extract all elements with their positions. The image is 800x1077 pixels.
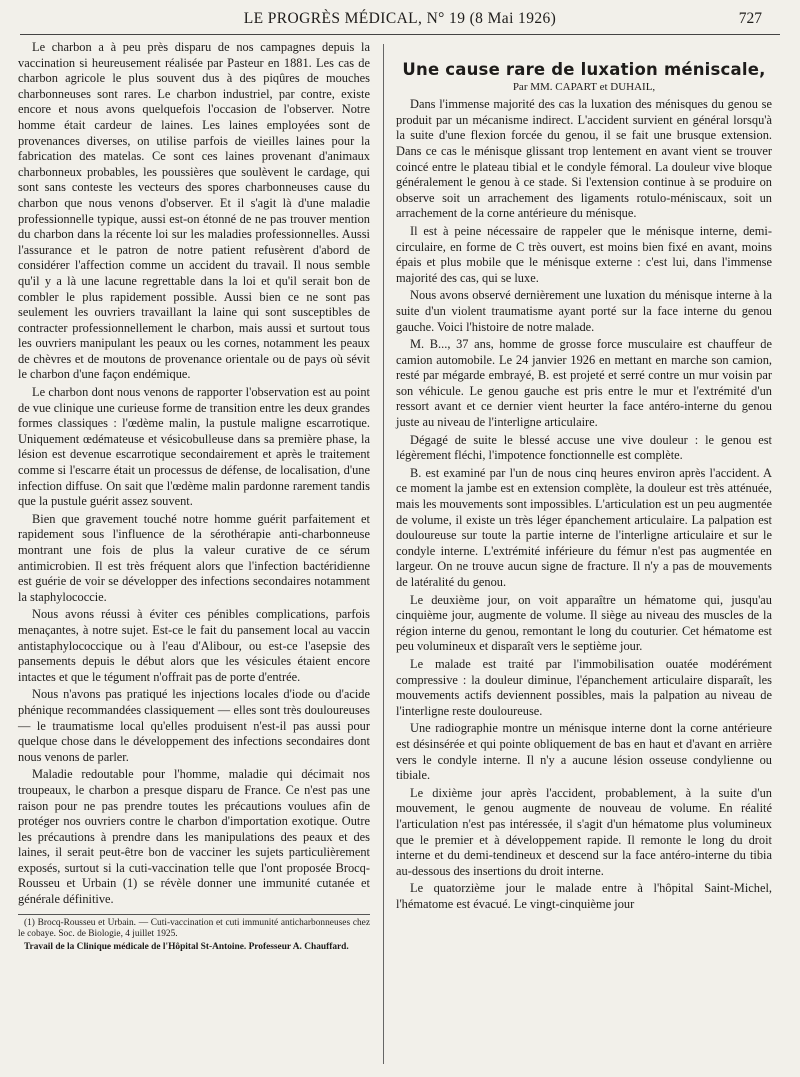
footnote-affiliation: Travail de la Clinique médicale de l'Hôpital St-Antoine. Professeur A. Chauffard. (24, 941, 349, 952)
paragraph: Le deuxième jour, on voit apparaître un hématome qui, jusqu'au cinquième jour, augmente de volume. Il siège au niveau des muscles de la région interne du genou, remontant le long du couturier. Cet hématome est peu volumineux et disparaît vers le septième jour. (396, 592, 772, 654)
article-title: Une cause rare de luxation méniscale, (402, 60, 766, 79)
paragraph: B. est examiné par l'un de nous cinq heures environ après l'accident. A ce moment la jambe est en extension complète, la douleur est très atténuée, mais les mouvements sont impossibles. L'articulation est un peu augmentée de volume, il existe un très léger épanchement articulaire. La palpation est douloureuse sur toute la partie interne de l'interligne articulaire et sur le condyle interne. L'extrémité inférieure du fémur n'est pas augmentée en largeur. On ne trouve aucun signe de fracture. Il n'y a pas de mouvements de latéralité du genou. (396, 465, 772, 589)
footnote: (1) Brocq-Rousseu et Urbain. — Cuti-vaccination et cuti immunité anticharbonneuses chez le cobaye. Soc. de Biologie, 4 juillet 1925. (18, 917, 370, 939)
left-column (18, 40, 370, 955)
paragraph: Le charbon dont nous venons de rapporter l'observation est au point de vue clinique une curieuse forme de transition entre les deux grandes formes classiques : l'œdème malin, la pustule maligne escarrotique. Uniquement œdémateuse et vésicobulleuse dans sa première phase, la lésion est devenue escarrotique secondairement et après le traitement comme si l'escarre était un processus de défense, de localisation, d'une infection diffuse. On sait que l'œdème malin pardonne rarement tandis que la pustule guérit assez souvent. (18, 385, 370, 509)
column-divider (383, 44, 384, 1064)
paragraph: M. B..., 37 ans, homme de grosse force musculaire est chauffeur de camion automobile. Le 24 janvier 1926 en mettant en marche son camion, resté par mégarde embrayé, B. est projeté et serré contre un mur voisin par son véhicule. Le genou gauche est pris entre le mur et l'extrémité d'un ressort avant et ce dernier vient heurter la face antéro-interne du genou juste au niveau de l'interligne articulaire. (396, 337, 772, 430)
paragraph: Nous avons observé dernièrement une luxation du ménisque interne à la suite d'un violent traumatisme ayant porté sur la face interne du genou gauche. Voici l'histoire de notre malade. (396, 288, 772, 334)
paragraph: Le malade est traité par l'immobilisation ouatée modérément compressive : la douleur diminue, l'épanchement articulaire disparaît, les mouvements actifs deviennent possibles, mais la palpation au niveau de l'interligne reste douloureuse. (396, 656, 772, 718)
paragraph: Nous n'avons pas pratiqué les injections locales d'iode ou d'acide phénique recommandées classiquement — elles sont très douloureuses — le traumatisme local qu'elles produisent n'est-il pas aussi pour quelque chose dans le développement des infections secondaires dont nous venons de parler. (18, 687, 370, 764)
running-title: LE PROGRÈS MÉDICAL, N° 19 (8 Mai 1926) (243, 10, 557, 27)
paragraph: Dégagé de suite le blessé accuse une vive douleur : le genou est légèrement fléchi, l'impotence fonctionnelle est complète. (396, 432, 772, 463)
paragraph: Le quatorzième jour le malade entre à l'hôpital Saint-Michel, l'hématome est évacué. Le vingt-cinquième jour (396, 881, 772, 911)
running-header (20, 8, 780, 35)
paragraph: Le charbon a à peu près disparu de nos campagnes depuis la vaccination si heureusement réalisée par Pasteur en 1881. Les cas de charbon agricole le plus souvent dus à des piqûres de mouches charbonneuses sont rares. Le charbon industriel, par contre, existe encore et nous avons quelquefois l'occasion de l'observer. Notre homme était cardeur de laines. Les laines employées sont de provenances diverses, on utilise parfois de vieilles laines pour la fabrication des matelas. Ce sont ces laines provenant d'animaux charbonneux probables, les poussières que soulèvent le cardage, qui sont sans conteste les vecteurs des spores charbonneuses cause du charbon que nous venons d'observer. Et il s'agit là d'une maladie professionnelle typique, aussi est-on étonné de ne pas trouver mention du charbon dans la récente loi sur les maladies professionnelles. Aussi l'assurance et le patron de notre patient refusèrent d'abord de considérer l'affection comme un accident du travail. Il nous semble qu'il y a là une lacune regrettable dans la loi et qu'il serait bon de combler le plus rapidement possible. Aussi bien ce ne sont pas seulement les ouvriers travaillant la laine qui sont susceptibles de contracter professionnellement le charbon, mais aussi et surtout tous les ouvriers manipulant les peaux ou les cornes, notamment les peaux de chèvres et de moutons de provenance orientale ou de pays où sévit le charbon d'une façon endémique. (18, 40, 370, 382)
paragraph: Dans l'immense majorité des cas la luxation des ménisques du genou se produit par un mécanisme indirect. L'accident survient en général lorsqu'à la suite d'une flexion forcée du genou, il se fait une brusque extension. Dans ce cas le ménisque glissant trop lentement en avant vient se trouver coincé entre le plateau tibial et le condyle fémoral. La douleur vive bloque généralement le genou à ce stade. Si l'extension continue à se produire on observe soit un arrachement des ligaments rotulo-méniscaux, soit un arrachement de la corne antérieure du ménisque. (396, 97, 772, 221)
paragraph: Maladie redoutable pour l'homme, maladie qui décimait nos troupeaux, le charbon a presque disparu de France. Ce n'est pas une raison pour ne pas prendre toutes les précautions voulues afin de protéger nos ouvriers contre le charbon d'importation exotique. Outre les précautions à prendre dans les manipulations des peaux et des laines, il serait peut-être bon de vacciner les sujets particulièrement exposés, surtout si la cuti-vaccination telle que l'ont proposée Brocq-Rousseu et Urbain (1) se révèle donner une immunité cutanée et générale définitive. (18, 767, 370, 907)
page-number: 727 (738, 10, 762, 27)
footnotes (18, 914, 370, 953)
paragraph: Nous avons réussi à éviter ces pénibles complications, parfois menaçantes, à notre sujet. Est-ce le fait du pansement local au vaccin antistaphylococcique ou à l'eau d'Alibour, ou est-ce l'asepsie des pansements depuis le début alors que les vésicules étaient encore intactes et que le tégument n'offrait pas de porte d'entrée. (18, 607, 370, 684)
paragraph: Une radiographie montre un ménisque interne dont la corne antérieure est désinsérée et qui pointe obliquement de bas en haut et d'avant en arrière vers le condyle interne. Il n'y a aucune lésion osseuse condylienne ou tibiale. (396, 721, 772, 783)
paragraph: Bien que gravement touché notre homme guérit parfaitement et rapidement sous l'influence de la sérothérapie anti-charbonneuse montrant une fois de plus la valeur curative de ce sérum antimicrobien. Il est très fréquent alors que l'infection bactéridienne est guérie de voir se développer des infections secondaires notamment la staphylococcie. (18, 511, 370, 604)
byline: Par MM. CAPART et DUHAIL, (512, 80, 656, 93)
right-column (396, 62, 772, 914)
paragraph: Il est à peine nécessaire de rappeler que le ménisque interne, demi-circulaire, en forme de C très ouvert, est moins bien fixé en avant, moins épais et plus mobile que le ménisque externe : c'est lui, dans l'immense majorité des cas, qui se luxe. (396, 223, 772, 285)
paragraph: Le dixième jour après l'accident, probablement, à la suite d'un mouvement, le genou augmente de nouveau de volume. En réalité l'articulation n'est pas intéressée, il s'agit d'un hématome plus volumineux que le premier et à développement rapide. Il remonte le long du droit interne et du demi-tendineux et descend sur la face antéro-interne du tibia au-dessous des insertions du droit interne. (396, 785, 772, 878)
